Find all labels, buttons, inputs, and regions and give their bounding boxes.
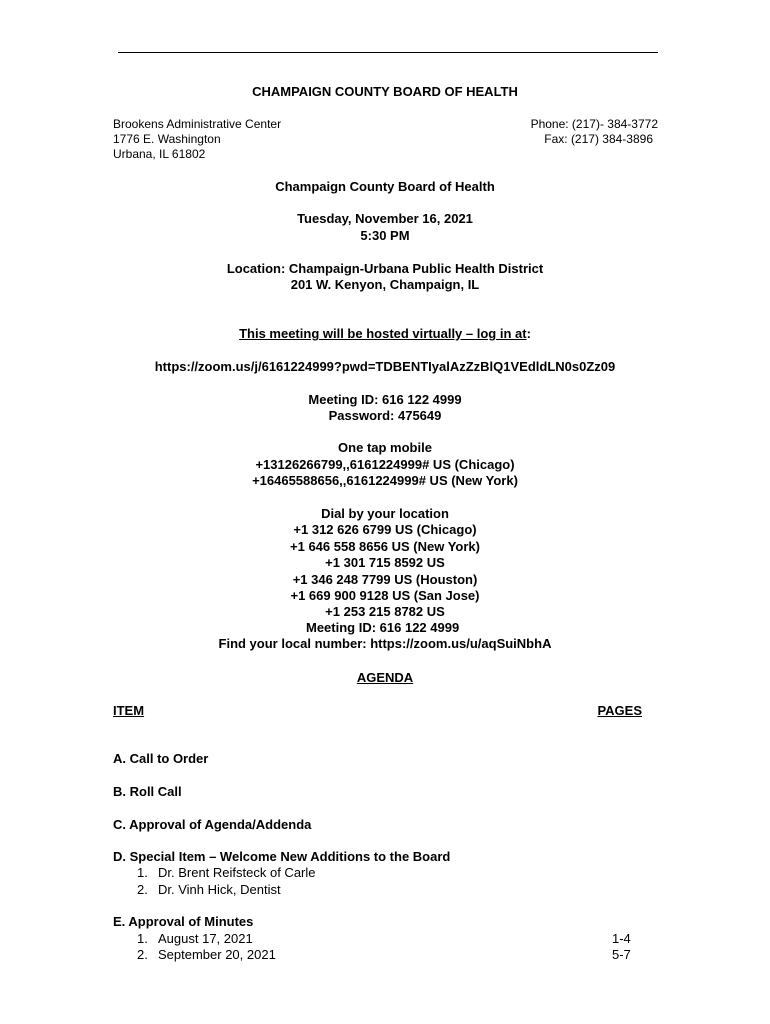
location-line-1: Location: Champaign-Urbana Public Health District	[226, 261, 544, 276]
dial-number: +1 669 900 9128 US (San Jose)	[290, 588, 480, 603]
sub-item-pages: 5-7	[612, 947, 631, 962]
sub-item-text: Dr. Brent Reifsteck of Carle	[158, 865, 316, 880]
address-line-1: Brookens Administrative Center	[113, 117, 282, 131]
virtual-notice-colon: :	[526, 326, 531, 341]
top-rule	[118, 52, 658, 53]
column-header-item: ITEM	[113, 703, 145, 718]
sub-item-number: 1.	[137, 865, 148, 880]
agenda-item-a: A. Call to Order	[113, 751, 209, 766]
sub-item-text: August 17, 2021	[158, 931, 253, 946]
sub-item-number: 2.	[137, 882, 148, 897]
meeting-id: Meeting ID: 616 122 4999	[308, 392, 462, 407]
zoom-link[interactable]: https://zoom.us/j/6161224999?pwd=TDBENTIyalAzZzBlQ1VEdldLN0s0Zz09	[154, 359, 616, 374]
one-tap-heading: One tap mobile	[338, 440, 432, 455]
agenda-item-d: D. Special Item – Welcome New Additions to the Board	[113, 849, 451, 864]
phone: Phone: (217)- 384-3772	[530, 117, 658, 131]
agenda-item-e: E. Approval of Minutes	[113, 914, 254, 929]
fax: Fax: (217) 384-3896	[544, 132, 653, 146]
org-title: CHAMPAIGN COUNTY BOARD OF HEALTH	[252, 84, 518, 99]
meeting-time: 5:30 PM	[360, 228, 410, 243]
dial-heading: Dial by your location	[321, 506, 449, 521]
dial-number: +1 253 215 8782 US	[325, 604, 445, 619]
sub-item-number: 1.	[137, 931, 148, 946]
virtual-notice-text: This meeting will be hosted virtually – log in at	[239, 326, 527, 341]
dial-number: +1 312 626 6799 US (Chicago)	[293, 522, 477, 537]
meeting-password: Password: 475649	[328, 408, 442, 423]
dial-number: +1 301 715 8592 US	[325, 555, 445, 570]
virtual-notice	[0, 326, 770, 341]
dial-meeting-id: Meeting ID: 616 122 4999	[306, 620, 460, 635]
dial-number: +1 346 248 7799 US (Houston)	[292, 572, 478, 587]
agenda-item-b: B. Roll Call	[113, 784, 182, 799]
one-tap-chicago: +13126266799,,6161224999# US (Chicago)	[255, 457, 515, 472]
dial-number: +1 646 558 8656 US (New York)	[290, 539, 480, 554]
sub-item-pages: 1-4	[612, 931, 631, 946]
local-number: Find your local number: https://zoom.us/u/aqSuiNbhA	[218, 636, 552, 651]
column-header-pages: PAGES	[597, 703, 642, 718]
meeting-date: Tuesday, November 16, 2021	[297, 211, 473, 226]
body-title: Champaign County Board of Health	[275, 179, 495, 194]
agenda-heading: AGENDA	[356, 670, 414, 685]
sub-item-number: 2.	[137, 947, 148, 962]
sub-item-text: Dr. Vinh Hick, Dentist	[158, 882, 281, 897]
address-line-3: Urbana, IL 61802	[113, 147, 206, 161]
one-tap-new-york: +16465588656,,6161224999# US (New York)	[252, 473, 518, 488]
address-line-2: 1776 E. Washington	[113, 132, 221, 146]
agenda-item-c: C. Approval of Agenda/Addenda	[113, 817, 312, 832]
sub-item-text: September 20, 2021	[158, 947, 276, 962]
location-line-2: 201 W. Kenyon, Champaign, IL	[290, 277, 480, 292]
